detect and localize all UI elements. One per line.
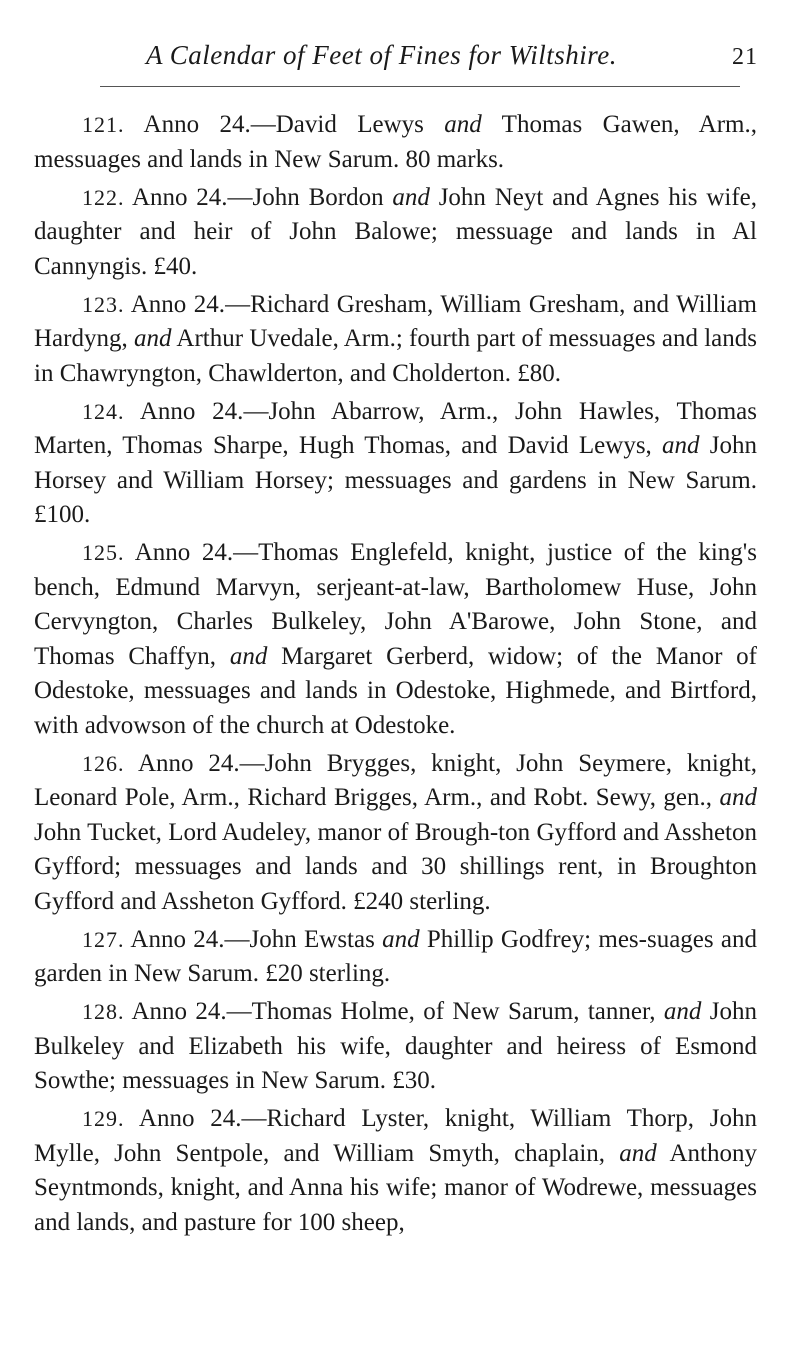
entry-number: 122.: [82, 184, 125, 210]
entry-anno: Anno 24.: [134, 539, 234, 566]
page-number: 21: [732, 44, 758, 70]
entry-text: Thomas Gawen, Arm., messuages and lands in New Sarum. 80 marks.: [34, 111, 758, 173]
entry-text: —John Ewstas: [224, 925, 383, 953]
entry-conjunction: and: [444, 111, 482, 138]
entry-number: 124.: [82, 398, 125, 424]
entry-number: 129.: [82, 1106, 125, 1131]
entry-text: John Neyt and Agnes his wife, daughter and heir of John Balowe; messuage and lands in Al Cannyngis. £40.: [34, 183, 757, 280]
fine-entry: [34, 923, 757, 992]
fine-entry: [34, 108, 757, 177]
entry-number: 126.: [82, 750, 125, 776]
entry-text: —John Brygges, knight, John Seymere, knight, Leonard Pole, Arm., Richard Brigges, Arm., and Robt. Sewy, gen.,: [34, 749, 757, 811]
entry-anno: Anno 24.: [131, 183, 228, 211]
fine-entry: [34, 747, 757, 920]
fine-entry: [34, 288, 757, 392]
entry-anno: Anno 24.: [138, 1105, 242, 1132]
header-rule: [100, 86, 740, 87]
entry-conjunction: and: [619, 1139, 657, 1167]
entry-number: 125.: [82, 540, 125, 565]
entry-conjunction: and: [663, 998, 702, 1025]
fine-entry: [34, 395, 757, 533]
entry-text: John Horsey and William Horsey; messuages and gardens in New Sarum. £100.: [34, 432, 757, 528]
entries-list: [34, 108, 757, 1240]
entry-anno: Anno 24.: [137, 749, 240, 777]
entry-text: Anthony Seyntmonds, knight, and Anna his wife; manor of Wodrewe, messuages and lands, and pasture for 100 sheep,: [34, 1139, 757, 1236]
entry-anno: Anno 24.: [130, 925, 225, 953]
entry-text: —Richard Gresham, William Gresham, and William Hardyng,: [34, 290, 758, 352]
entry-conjunction: and: [719, 784, 757, 811]
entry-text: Arthur Uvedale, Arm.; fourth part of messuages and lands in Chawryngton, Chawlderton, and Cholderton. £80.: [34, 325, 757, 387]
entry-conjunction: and: [134, 325, 172, 352]
entry-text: —Richard Lyster, knight, William Thorp, John Mylle, John Sentpole, and William Smyth, chaplain,: [34, 1105, 758, 1167]
fine-entry: [34, 1102, 757, 1240]
entry-number: 128.: [82, 999, 125, 1024]
entry-text: —Thomas Holme, of New Sarum, tanner,: [226, 998, 664, 1025]
running-head: [34, 40, 764, 84]
entry-anno: Anno 24.: [139, 397, 244, 425]
running-title: A Calendar of Feet of Fines for Wiltshire.: [146, 40, 617, 70]
entry-text: John Bulkeley and Elizabeth his wife, daughter and heiress of Esmond Sowthe; messuages in New Sarum. £30.: [34, 998, 757, 1094]
entry-conjunction: and: [382, 925, 420, 953]
entry-text: Phillip Godfrey; mes-suages and garden in New Sarum. £20 sterling.: [34, 925, 757, 987]
fine-entry: [34, 536, 757, 743]
entry-text: John Tucket, Lord Audeley, manor of Brough-ton Gyfford and Assheton Gyfford; messuages and lands and 30 shillings rent, in Broughton Gyfford and Assheton Gyfford. £240 sterling.: [34, 818, 757, 915]
entry-text: —David Lewys: [250, 111, 445, 138]
entry-number: 123.: [82, 291, 125, 317]
fine-entry: [34, 181, 757, 285]
entry-conjunction: and: [392, 183, 430, 211]
entry-anno: Anno 24.: [131, 998, 227, 1025]
fine-entry: [34, 995, 757, 1099]
entry-anno: Anno 24.: [143, 111, 251, 138]
entry-text: —Thomas Englefeld, knight, justice of the king's bench, Edmund Marvyn, serjeant-at-law, Bartholomew Huse, John Cervyngton, Charles Bulkeley, John A'Barowe, John Stone, and Thomas Chaffyn,: [34, 539, 757, 670]
entry-conjunction: and: [229, 642, 268, 670]
entry-number: 121.: [82, 112, 125, 137]
entry-anno: Anno 24.: [130, 290, 226, 318]
entry-text: —John Abarrow, Arm., John Hawles, Thomas Marten, Thomas Sharpe, Hugh Thomas, and David Lewys,: [34, 397, 757, 459]
entry-conjunction: and: [662, 432, 700, 459]
entry-text: Margaret Gerberd, widow; of the Manor of Odestoke, messuages and lands in Odestoke, Highmede, and Birtford, with advowson of the church at Odestoke.: [34, 642, 758, 739]
entry-text: —John Bordon: [227, 183, 393, 211]
entry-number: 127.: [82, 926, 125, 952]
